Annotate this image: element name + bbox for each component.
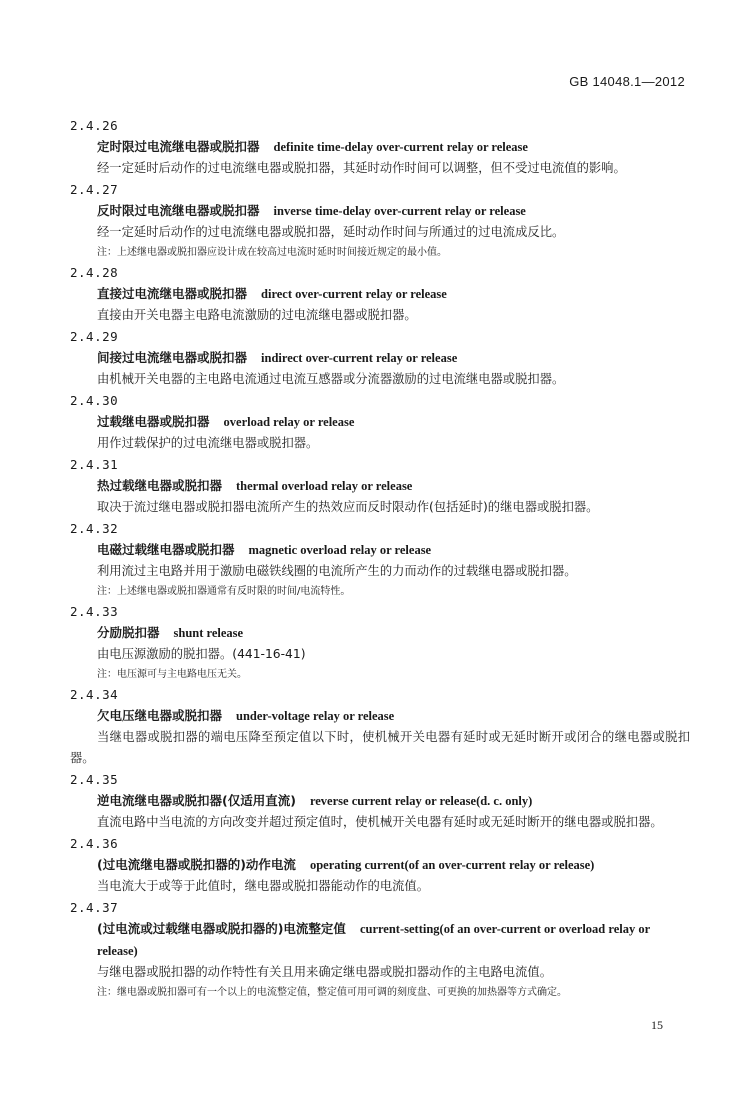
term-chinese: (过电流继电器或脱扣器的)动作电流 — [97, 857, 296, 872]
term-english: under-voltage relay or release — [236, 709, 395, 723]
term-note: 注：上述继电器或脱扣器通常有反时限的时间/电流特性。 — [97, 586, 351, 597]
term-heading — [70, 622, 690, 644]
term-definition: 与继电器或脱扣器的动作特性有关且用来确定继电器或脱扣器动作的主电路电流值。 — [97, 965, 552, 979]
term-chinese: 间接过电流继电器或脱扣器 — [97, 350, 248, 365]
clause-entry — [70, 454, 690, 518]
term-english: overload relay or release — [223, 415, 355, 429]
clause-number: 2.4.28 — [70, 265, 119, 280]
term-note: 注：电压源可与主电路电压无关。 — [97, 669, 247, 680]
term-definition: 直流电路中当电流的方向改变并超过预定值时，使机械开关电器有延时或无延时断开的继电器或脱扣器。 — [97, 815, 663, 829]
standard-number: GB 14048.1—2012 — [569, 74, 685, 89]
term-definition: 由电压源激励的脱扣器。(441-16-41) — [97, 647, 306, 661]
term-english: current-setting(of an over-current or overload relay or release) — [97, 922, 650, 958]
document-body — [70, 115, 690, 1002]
clause-entry — [70, 115, 690, 179]
clause-entry — [70, 897, 690, 1002]
term-definition: 当电流大于或等于此值时，继电器或脱扣器能动作的电流值。 — [97, 879, 430, 893]
term-note: 注：继电器或脱扣器可有一个以上的电流整定值，整定值可用可调的刻度盘、可更换的加热器等方式确定。 — [97, 987, 567, 998]
clause-number: 2.4.33 — [70, 604, 119, 619]
term-chinese: 电磁过载继电器或脱扣器 — [97, 542, 235, 557]
term-definition: 取决于流过继电器或脱扣器电流所产生的热效应而反时限动作(包括延时)的继电器或脱扣器。 — [97, 500, 599, 514]
term-english: inverse time-delay over-current relay or release — [273, 204, 526, 218]
term-english: indirect over-current relay or release — [261, 351, 458, 365]
term-chinese: 直接过电流继电器或脱扣器 — [97, 286, 248, 301]
clause-number: 2.4.34 — [70, 687, 119, 702]
term-heading — [70, 200, 690, 222]
clause-number: 2.4.32 — [70, 521, 119, 536]
clause-number: 2.4.27 — [70, 182, 119, 197]
term-definition: 直接由开关电器主电路电流激励的过电流继电器或脱扣器。 — [97, 308, 417, 322]
clause-entry — [70, 390, 690, 454]
clause-entry — [70, 518, 690, 601]
term-definition: 用作过载保护的过电流继电器或脱扣器。 — [97, 436, 319, 450]
term-chinese: 热过载继电器或脱扣器 — [97, 478, 223, 493]
term-english: magnetic overload relay or release — [248, 543, 432, 557]
clause-entry — [70, 684, 690, 769]
clause-entry — [70, 601, 690, 684]
term-heading — [70, 347, 690, 369]
term-chinese: 欠电压继电器或脱扣器 — [97, 708, 223, 723]
clause-number: 2.4.36 — [70, 836, 119, 851]
page-number: 15 — [651, 1018, 663, 1032]
term-heading — [70, 136, 690, 158]
term-chinese: 逆电流继电器或脱扣器(仅适用直流) — [97, 793, 296, 808]
term-definition: 经一定延时后动作的过电流继电器或脱扣器，其延时动作时间可以调整，但不受过电流值的影响。 — [97, 161, 626, 175]
clause-number: 2.4.29 — [70, 329, 119, 344]
term-chinese: 分励脱扣器 — [97, 625, 160, 640]
clause-number: 2.4.30 — [70, 393, 119, 408]
clause-entry — [70, 833, 690, 897]
clause-number: 2.4.37 — [70, 900, 119, 915]
term-chinese: 定时限过电流继电器或脱扣器 — [97, 139, 260, 154]
term-english: definite time-delay over-current relay or release — [273, 140, 528, 154]
term-definition: 利用流过主电路并用于激励电磁铁线圈的电流所产生的力而动作的过载继电器或脱扣器。 — [97, 564, 577, 578]
term-heading — [70, 539, 690, 561]
clause-number: 2.4.26 — [70, 118, 119, 133]
clause-entry — [70, 326, 690, 390]
term-definition: 经一定延时后动作的过电流继电器或脱扣器，延时动作时间与所通过的过电流成反比。 — [97, 225, 565, 239]
term-chinese: 过载继电器或脱扣器 — [97, 414, 210, 429]
clause-number: 2.4.35 — [70, 772, 119, 787]
term-english: direct over-current relay or release — [261, 287, 447, 301]
term-english: shunt release — [173, 626, 244, 640]
term-definition: 当继电器或脱扣器的端电压降至预定值以下时，使机械开关电器有延时或无延时断开或闭合的继电器或脱扣器。 — [70, 730, 690, 765]
clause-number: 2.4.31 — [70, 457, 119, 472]
term-heading — [70, 411, 690, 433]
term-english: operating current(of an over-current relay or release) — [309, 858, 595, 872]
clause-entry — [70, 179, 690, 262]
term-english: reverse current relay or release(d. c. only) — [309, 794, 533, 808]
term-heading — [70, 790, 690, 812]
term-english: thermal overload relay or release — [236, 479, 413, 493]
term-chinese: (过电流或过载继电器或脱扣器的)电流整定值 — [97, 921, 346, 936]
term-heading — [70, 475, 690, 497]
term-note: 注：上述继电器或脱扣器应设计成在较高过电流时延时时间接近规定的最小值。 — [97, 247, 447, 258]
term-heading — [70, 705, 690, 727]
term-heading — [70, 854, 690, 876]
clause-entry — [70, 769, 690, 833]
term-chinese: 反时限过电流继电器或脱扣器 — [97, 203, 260, 218]
term-heading — [70, 283, 690, 305]
term-definition: 由机械开关电器的主电路电流通过电流互感器或分流器激励的过电流继电器或脱扣器。 — [97, 372, 565, 386]
term-heading — [70, 918, 690, 962]
clause-entry — [70, 262, 690, 326]
